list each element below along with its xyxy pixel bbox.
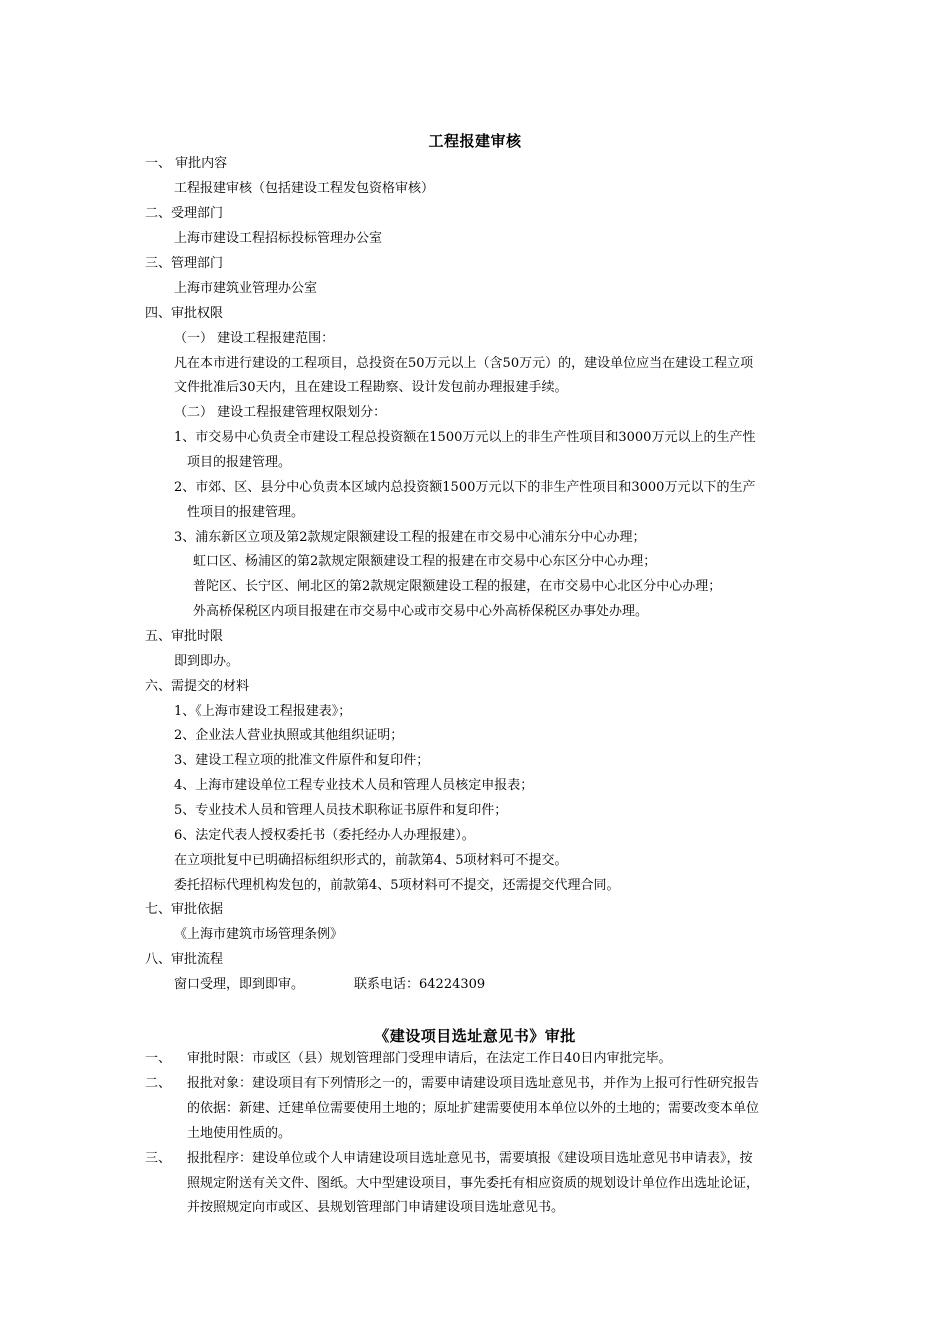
- subheading-2: （二） 建设工程报建管理权限划分：: [174, 405, 387, 420]
- heading-5-body: 即到即办。: [174, 654, 240, 669]
- item-1-line-2: 项目的报建管理。: [187, 455, 292, 470]
- heading-1: 一、 审批内容: [145, 156, 228, 171]
- heading-4: 四、审批权限: [145, 306, 224, 321]
- section2-num-1: 一、: [145, 1051, 172, 1066]
- section2-para-3-line-1: 报批程序：建设单位或个人申请建设项目选址意见书，需要填报《建设项目选址意见书申请表》，按: [187, 1151, 753, 1166]
- section2-num-3: 三、: [145, 1151, 172, 1166]
- heading-1-body: 工程报建审核（包括建设工程发包资格审核）: [174, 181, 435, 196]
- subheading-1: （一） 建设工程报建范围：: [174, 331, 335, 346]
- material-6: 6、法定代表人授权委托书（委托经办人办理报建）。: [174, 828, 475, 843]
- heading-7: 七、审批依据: [145, 902, 224, 917]
- item-3-line-2: 虹口区、杨浦区的第2款规定限额建设工程的报建在市交易中心东区分中心办理；: [193, 554, 657, 569]
- material-3: 3、建设工程立项的批准文件原件和复印件；: [174, 753, 430, 768]
- section2-para-2-line-3: 土地使用性质的。: [187, 1126, 292, 1141]
- heading-2-body: 上海市建设工程招标投标管理办公室: [174, 231, 383, 246]
- section1-title: 工程报建审核: [428, 132, 522, 150]
- heading-3: 三、管理部门: [145, 256, 224, 271]
- material-note-2: 委托招标代理机构发包的，前款第4、5项材料可不提交，还需提交代理合同。: [174, 878, 620, 893]
- item-2-line-2: 性项目的报建管理。: [187, 505, 305, 520]
- heading-5: 五、审批时限: [145, 629, 224, 644]
- section2-title: 《建设项目选址意见书》审批: [374, 1027, 576, 1045]
- item-3-line-4: 外高桥保税区内项目报建在市交易中心或市交易中心外高桥保税区办事处办理。: [193, 604, 649, 619]
- heading-8-body: 窗口受理，即到即审。: [174, 977, 305, 992]
- contact-phone: 联系电话：64224309: [354, 977, 486, 992]
- material-4: 4、上海市建设单位工程专业技术人员和管理人员核定申报表；: [174, 778, 534, 793]
- item-1-line-1: 1、市交易中心负责全市建设工程总投资额在1500万元以上的非生产性项目和3000万元以上的生产性: [174, 430, 756, 445]
- section2-para-2-line-2: 的依据：新建、迁建单位需要使用土地的；原址扩建需要使用本单位以外的土地的；需要改变本单位: [187, 1101, 760, 1116]
- material-2: 2、企业法人营业执照或其他组织证明；: [174, 728, 404, 743]
- material-1: 1、《上海市建设工程报建表》；: [174, 704, 352, 719]
- heading-6: 六、需提交的材料: [145, 679, 250, 694]
- item-2-line-1: 2、市郊、区、县分中心负责本区域内总投资额1500万元以下的非生产性项目和3000万元以下的生产: [174, 480, 756, 495]
- heading-8: 八、审批流程: [145, 952, 224, 967]
- heading-7-body: 《上海市建筑市场管理条例》: [174, 927, 344, 942]
- subheading-1-para-line-1: 凡在本市进行建设的工程项目，总投资在50万元以上（含50万元）的，建设单位应当在建设工程立项: [174, 356, 754, 371]
- subheading-1-para-line-2: 文件批准后30天内，且在建设工程勘察、设计发包前办理报建手续。: [174, 380, 568, 395]
- item-3-line-1: 3、浦东新区立项及第2款规定限额建设工程的报建在市交易中心浦东分中心办理；: [174, 530, 646, 545]
- heading-3-body: 上海市建筑业管理办公室: [174, 281, 318, 296]
- section2-para-3-line-3: 并按照规定向市或区、县规划管理部门申请建设项目选址意见书。: [187, 1200, 565, 1215]
- section2-para-3-line-2: 照规定附送有关文件、图纸。大中型建设项目，事先委托有相应资质的规划设计单位作出选址论证，: [187, 1176, 760, 1191]
- item-3-line-3: 普陀区、长宁区、闸北区的第2款规定限额建设工程的报建，在市交易中心北区分中心办理；: [193, 579, 722, 594]
- heading-2: 二、受理部门: [145, 206, 224, 221]
- section2-para-1: 审批时限：市或区（县）规划管理部门受理申请后，在法定工作日40日内审批完毕。: [187, 1051, 672, 1066]
- section2-num-2: 二、: [145, 1076, 172, 1091]
- section2-para-2-line-1: 报批对象：建设项目有下列情形之一的，需要申请建设项目选址意见书，并作为上报可行性研究报告: [187, 1076, 760, 1091]
- material-note-1: 在立项批复中已明确招标组织形式的，前款第4、5项材料可不提交。: [174, 853, 568, 868]
- material-5: 5、专业技术人员和管理人员技术职称证书原件和复印件；: [174, 803, 508, 818]
